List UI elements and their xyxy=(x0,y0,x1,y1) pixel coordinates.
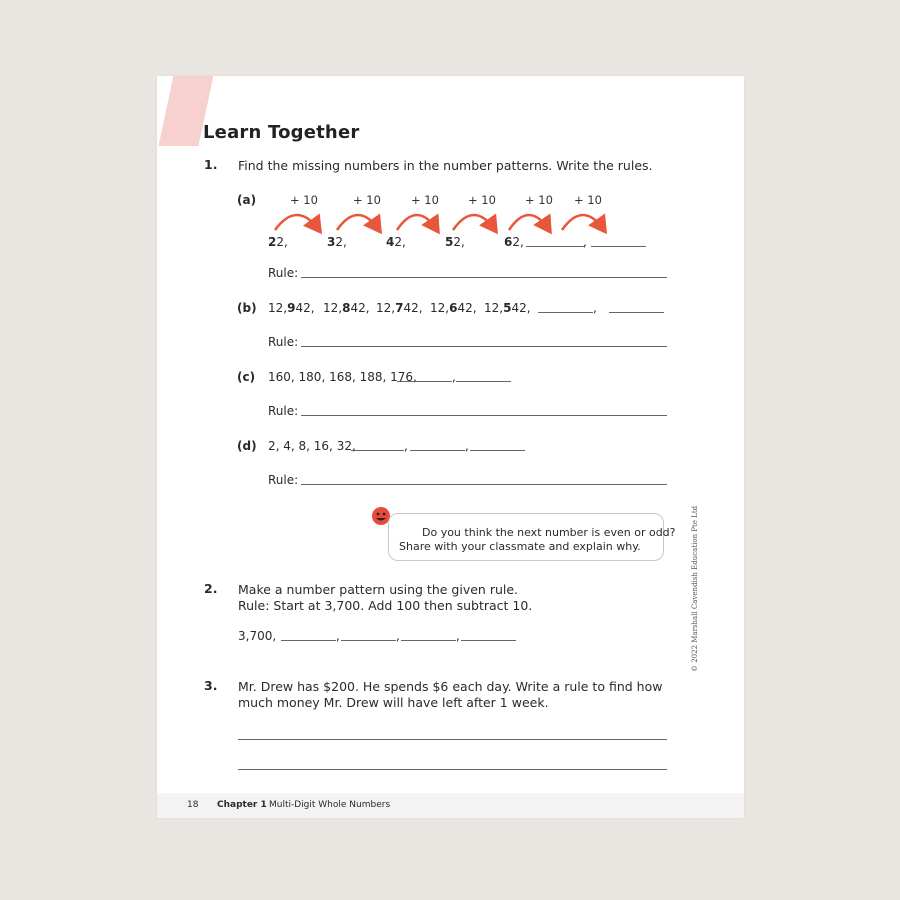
worksheet-page xyxy=(157,76,744,818)
q2-start: 3,700, xyxy=(238,629,277,643)
q1c-blank-2[interactable] xyxy=(456,381,511,382)
q1a-number-1: 22, xyxy=(268,235,288,249)
q1-text: Find the missing numbers in the number patterns. Write the rules. xyxy=(238,158,653,173)
q1c-label: (c) xyxy=(237,370,256,384)
q1-number: 1. xyxy=(204,157,218,172)
q1c-rule-line[interactable] xyxy=(301,415,667,416)
q3-line-2: much money Mr. Drew will have left after 1 week. xyxy=(238,695,549,710)
bubble-line-2: Share with your classmate and explain why. xyxy=(399,540,641,553)
q1a-step-3: + 10 xyxy=(411,193,439,207)
q1b-number-2: 12,842, xyxy=(323,301,370,315)
q1c-sequence: 160, 180, 168, 188, 176, xyxy=(268,370,417,384)
q2-blank-1[interactable] xyxy=(281,640,336,641)
jump-arrow-icon xyxy=(397,215,437,230)
q2-blank-2[interactable] xyxy=(341,640,396,641)
q1c-blank-1[interactable] xyxy=(397,381,452,382)
q1d-label: (d) xyxy=(237,439,257,453)
q1b-blank-2[interactable] xyxy=(609,312,664,313)
q1a-rule-line[interactable] xyxy=(301,277,667,278)
q1d-blank-1[interactable] xyxy=(351,450,404,451)
jump-arrow-icon xyxy=(275,215,319,230)
q1d-comma-2: , xyxy=(465,439,469,453)
q1a-blank-1[interactable] xyxy=(526,246,584,247)
q1c-rule-label: Rule: xyxy=(268,404,299,418)
q1b-number-1: 12,942, xyxy=(268,301,315,315)
q1b-rule-label: Rule: xyxy=(268,335,299,349)
copyright-note: © 2022 Marshall Cavendish Education Pte Ltd xyxy=(691,505,699,672)
q1d-rule-label: Rule: xyxy=(268,473,299,487)
q1b-number-4: 12,642, xyxy=(430,301,477,315)
q1a-step-5: + 10 xyxy=(525,193,553,207)
q1a-blank-2[interactable] xyxy=(591,246,646,247)
q1a-number-3: 42, xyxy=(386,235,406,249)
q1b-comma: , xyxy=(593,301,597,315)
footer-chapter: Chapter 1 xyxy=(217,800,267,810)
q1d-rule-line[interactable] xyxy=(301,484,667,485)
q2-blank-3[interactable] xyxy=(401,640,456,641)
page-number: 18 xyxy=(187,800,199,810)
q2-number: 2. xyxy=(204,581,218,596)
q1a-step-6: + 10 xyxy=(574,193,602,207)
q1a-number-2: 32, xyxy=(327,235,347,249)
jump-arrow-icon xyxy=(453,215,495,230)
jump-arrow-icon xyxy=(337,215,379,230)
q1d-blank-3[interactable] xyxy=(470,450,525,451)
q1b-number-5: 12,542, xyxy=(484,301,531,315)
q1b-rule-line[interactable] xyxy=(301,346,667,347)
q2-line-1: Make a number pattern using the given rule. xyxy=(238,582,519,597)
q2-comma-1: , xyxy=(336,629,340,643)
q1a-label: (a) xyxy=(237,193,257,207)
q1d-comma-1: , xyxy=(404,439,408,453)
q2-line-2: Rule: Start at 3,700. Add 100 then subtract 10. xyxy=(238,598,533,613)
q1a-step-4: + 10 xyxy=(468,193,496,207)
q1a-comma: , xyxy=(583,235,587,249)
q3-answer-line-2[interactable] xyxy=(238,769,667,770)
q2-blank-4[interactable] xyxy=(461,640,516,641)
q1c-comma: , xyxy=(452,370,456,384)
q1d-sequence: 2, 4, 8, 16, 32, xyxy=(268,439,356,453)
q1d-blank-2[interactable] xyxy=(410,450,465,451)
q2-comma-2: , xyxy=(396,629,400,643)
q3-line-1: Mr. Drew has $200. He spends $6 each day. Write a rule to find how xyxy=(238,679,663,694)
footer-chapter-title: Multi-Digit Whole Numbers xyxy=(269,800,391,810)
bubble-line-1: Do you think the next number is even or odd? xyxy=(422,526,676,539)
q2-comma-3: , xyxy=(456,629,460,643)
q1a-number-4: 52, xyxy=(445,235,465,249)
jump-arrow-icon xyxy=(562,215,604,230)
q1b-number-3: 12,742, xyxy=(376,301,423,315)
q1b-label: (b) xyxy=(237,301,257,315)
q1a-step-1: + 10 xyxy=(290,193,318,207)
q1a-rule-label: Rule: xyxy=(268,266,299,280)
q1b-blank-1[interactable] xyxy=(538,312,593,313)
jump-arrow-icon xyxy=(509,215,549,230)
section-heading: Learn Together xyxy=(203,122,360,143)
q1a-step-2: + 10 xyxy=(353,193,381,207)
q3-answer-line-1[interactable] xyxy=(238,739,667,740)
q1a-number-5: 62, xyxy=(504,235,524,249)
q3-number: 3. xyxy=(204,678,218,693)
